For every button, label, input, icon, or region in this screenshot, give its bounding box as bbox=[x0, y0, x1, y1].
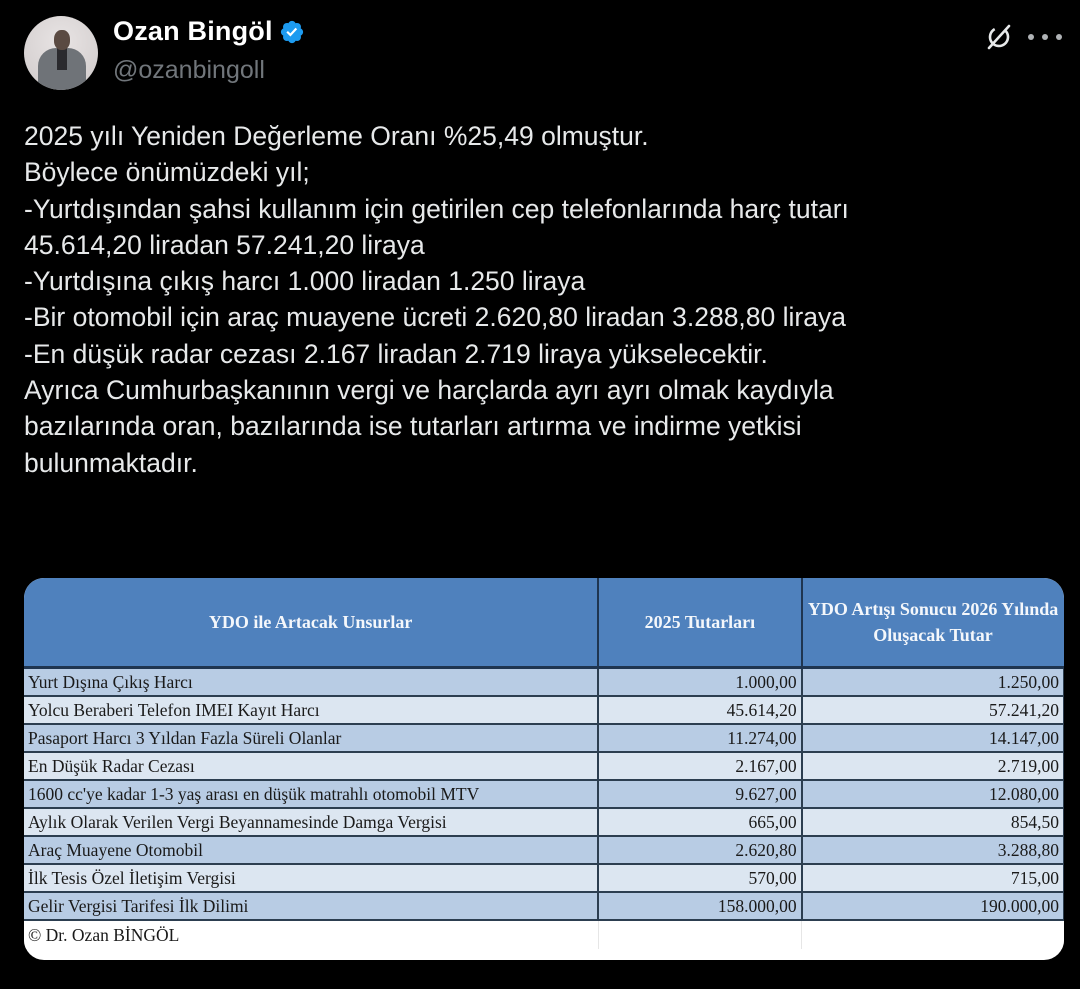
row-2026: 57.241,20 bbox=[802, 696, 1064, 724]
row-2025: 9.627,00 bbox=[598, 780, 801, 808]
header-2026: YDO Artışı Sonucu 2026 Yılında Oluşacak Tutar bbox=[802, 578, 1064, 668]
tweet-line: -En düşük radar cezası 2.167 liradan 2.719 liraya yükselecektir. bbox=[24, 338, 768, 369]
copyright-text: © Dr. Ozan BİNGÖL bbox=[24, 920, 598, 949]
more-dot bbox=[1042, 34, 1048, 40]
grok-icon[interactable] bbox=[984, 22, 1014, 52]
header-item: YDO ile Artacak Unsurlar bbox=[24, 578, 598, 668]
row-2026: 12.080,00 bbox=[802, 780, 1064, 808]
copyright-row bbox=[24, 920, 1064, 949]
row-2026: 715,00 bbox=[802, 864, 1064, 892]
row-2025: 665,00 bbox=[598, 808, 801, 836]
tweet-line: -Bir otomobil için araç muayene ücreti 2.620,80 liradan 3.288,80 liraya bbox=[24, 302, 846, 333]
row-item: Gelir Vergisi Tarifesi İlk Dilimi bbox=[24, 892, 598, 920]
row-item: 1600 cc'ye kadar 1-3 yaş arası en düşük matrahlı otomobil MTV bbox=[24, 780, 598, 808]
table-row bbox=[24, 696, 1064, 724]
tweet-line: 45.614,20 liradan 57.241,20 liraya bbox=[24, 229, 425, 260]
row-2026: 14.147,00 bbox=[802, 724, 1064, 752]
row-2026: 3.288,80 bbox=[802, 836, 1064, 864]
table-row bbox=[24, 724, 1064, 752]
author-name-row bbox=[113, 16, 305, 47]
row-2026: 854,50 bbox=[802, 808, 1064, 836]
more-options-icon[interactable] bbox=[1028, 22, 1062, 52]
tweet-text bbox=[24, 118, 1064, 481]
tweet-line: bazılarında oran, bazılarında ise tutarları artırma ve indirme yetkisi bbox=[24, 411, 802, 442]
tweet-line: bulunmaktadır. bbox=[24, 447, 198, 478]
row-2025: 11.274,00 bbox=[598, 724, 801, 752]
row-2025: 45.614,20 bbox=[598, 696, 801, 724]
row-item: İlk Tesis Özel İletişim Vergisi bbox=[24, 864, 598, 892]
table-row bbox=[24, 864, 1064, 892]
row-2025: 2.167,00 bbox=[598, 752, 801, 780]
row-2026: 2.719,00 bbox=[802, 752, 1064, 780]
more-dot bbox=[1028, 34, 1034, 40]
more-dot bbox=[1056, 34, 1062, 40]
table-row bbox=[24, 752, 1064, 780]
tweet-line: Böylece önümüzdeki yıl; bbox=[24, 157, 310, 188]
table-row bbox=[24, 780, 1064, 808]
tweet-line: -Yurtdışına çıkış harcı 1.000 liradan 1.250 liraya bbox=[24, 266, 586, 297]
row-2026: 1.250,00 bbox=[802, 668, 1064, 697]
author-name[interactable]: Ozan Bingöl bbox=[113, 16, 273, 46]
row-item: Araç Muayene Otomobil bbox=[24, 836, 598, 864]
row-2025: 570,00 bbox=[598, 864, 801, 892]
tweet-line: Ayrıca Cumhurbaşkanının vergi ve harçlarda ayrı ayrı olmak kaydıyla bbox=[24, 375, 834, 406]
row-2026: 190.000,00 bbox=[802, 892, 1064, 920]
ydo-table bbox=[24, 578, 1064, 949]
row-item: Pasaport Harcı 3 Yıldan Fazla Süreli Olanlar bbox=[24, 724, 598, 752]
row-item: En Düşük Radar Cezası bbox=[24, 752, 598, 780]
row-item: Yurt Dışına Çıkış Harcı bbox=[24, 668, 598, 697]
row-2025: 2.620,80 bbox=[598, 836, 801, 864]
avatar[interactable] bbox=[24, 16, 98, 90]
avatar-figure-head bbox=[54, 30, 70, 50]
table-row bbox=[24, 668, 1064, 697]
table-row bbox=[24, 836, 1064, 864]
table-row bbox=[24, 808, 1064, 836]
empty-cell bbox=[598, 920, 801, 949]
row-2025: 158.000,00 bbox=[598, 892, 801, 920]
header-2025: 2025 Tutarları bbox=[598, 578, 801, 668]
empty-cell bbox=[802, 920, 1064, 949]
row-2025: 1.000,00 bbox=[598, 668, 801, 697]
tweet-header bbox=[24, 14, 1064, 94]
tweet-line: -Yurtdışından şahsi kullanım için getirilen cep telefonlarında harç tutarı bbox=[24, 193, 849, 224]
row-item: Aylık Olarak Verilen Vergi Beyannamesinde Damga Vergisi bbox=[24, 808, 598, 836]
verified-badge-icon bbox=[279, 19, 305, 45]
tweet-image-table[interactable] bbox=[24, 578, 1064, 960]
author-handle[interactable]: @ozanbingoll bbox=[113, 56, 265, 84]
tweet-line: 2025 yılı Yeniden Değerleme Oranı %25,49 olmuştur. bbox=[24, 121, 649, 151]
row-item: Yolcu Beraberi Telefon IMEI Kayıt Harcı bbox=[24, 696, 598, 724]
table-row bbox=[24, 892, 1064, 920]
avatar-figure-shirt bbox=[57, 48, 67, 70]
